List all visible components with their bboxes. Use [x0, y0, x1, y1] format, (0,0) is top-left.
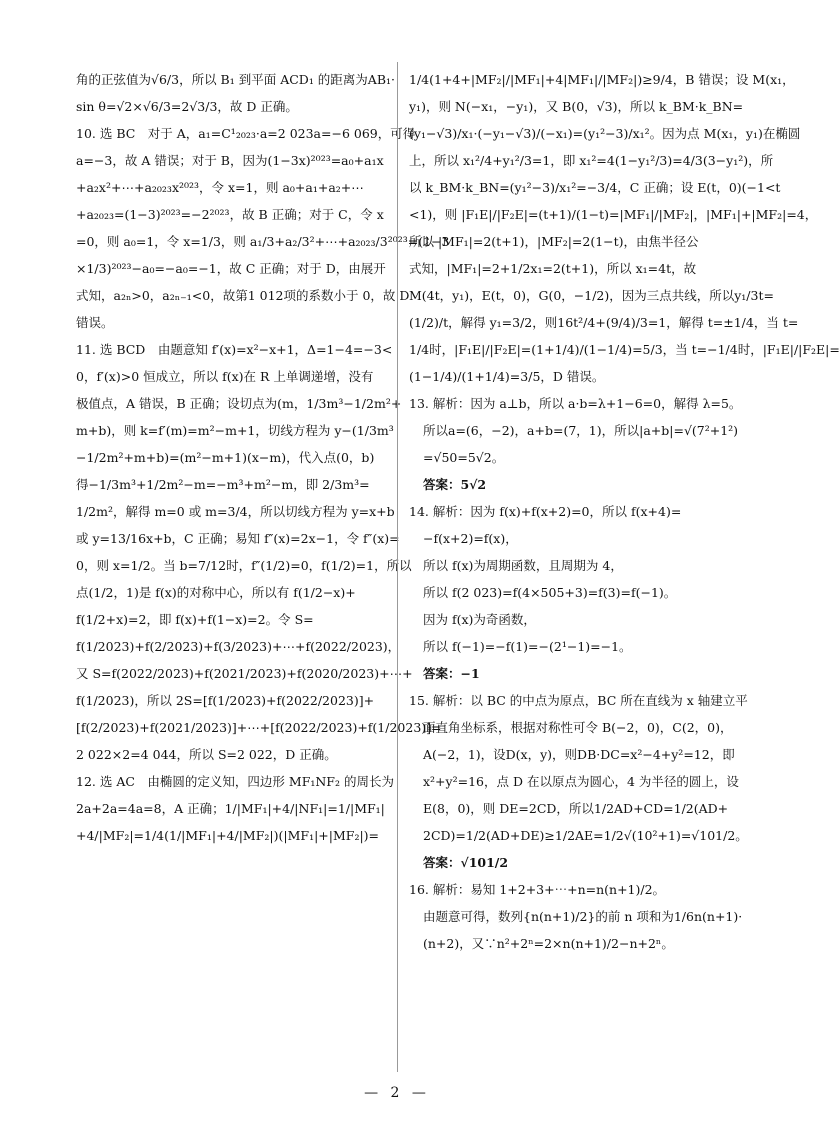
text-line: f(1/2023)，所以 2S=[f(1/2023)+f(2022/2023)]+ — [76, 693, 375, 708]
text-line: 答案：√101/2 — [423, 855, 509, 870]
text-line: 因为 f(x)为奇函数， — [423, 612, 536, 627]
text-line: 14. 解析：因为 f(x)+f(x+2)=0，所以 f(x+4)= — [409, 504, 682, 519]
text-line: [f(2/2023)+f(2021/2023)]+⋯+[f(2022/2023)+f(1/2023)]= — [76, 720, 442, 735]
page-number: — 2 — — [364, 1085, 430, 1101]
text-line: E(8，0)，则 DE=2CD，所以1/2AD+CD=1/2(AD+ — [423, 801, 729, 816]
text-line: 所以 |MF₁|=2(t+1)，|MF₂|=2(1−t)，由焦半径公 — [409, 234, 699, 249]
text-line: 11. 选 BCD 由题意知 f′(x)=x²−x+1，Δ=1−4=−3< — [76, 342, 393, 357]
text-line: 由题意可得，数列{n(n+1)/2}的前 n 项和为1/6n(n+1)· — [423, 909, 743, 924]
text-line: 得−1/3m³+1/2m²−m=−m³+m²−m，即 2/3m³= — [76, 477, 370, 492]
text-line: 以 k_BM·k_BN=(y₁²−3)/x₁²=−3/4，C 正确；设 E(t，0)(−1<t — [409, 180, 781, 195]
text-line: 所以a=(6，−2)，a+b=(7，1)，所以|a+b|=√(7²+1²) — [423, 423, 739, 438]
text-line: m+b)，则 k=f′(m)=m²−m+1，切线方程为 y−(1/3m³ — [76, 423, 394, 438]
text-line: +4/|MF₂|=1/4(1/|MF₁|+4/|MF₂|)(|MF₁|+|MF₂|)= — [76, 828, 380, 843]
text-line: 角的正弦值为√6/3，所以 B₁ 到平面 ACD₁ 的距离为AB₁· — [76, 72, 395, 87]
text-line: =0，则 a₀=1，令 x=1/3，则 a₁/3+a₂/3²+⋯+a₂₀₂₃/3²⁰²³=(1−3 — [76, 234, 450, 249]
text-line: 10. 选 BC 对于 A，a₁=C¹₂₀₂₃·a=2 023a=−6 069，可得 — [76, 126, 416, 141]
text-line: 0，f′(x)>0 恒成立，所以 f(x)在 R 上单调递增，没有 — [76, 369, 374, 384]
text-line: 16. 解析：易知 1+2+3+⋯+n=n(n+1)/2。 — [409, 882, 666, 897]
text-line: ×1/3)²⁰²³−a₀=−a₀=−1，故 C 正确；对于 D，由展开 — [76, 261, 386, 276]
text-line: f(1/2023)+f(2/2023)+f(3/2023)+⋯+f(2022/2023)， — [76, 639, 401, 654]
text-line: 式知，|MF₁|=2+1/2x₁=2(t+1)，所以 x₁=4t，故 — [409, 261, 697, 276]
text-line: x²+y²=16，点 D 在以原点为圆心，4 为半径的圆上，设 — [423, 774, 739, 789]
text-line: a=−3，故 A 错误；对于 B，因为(1−3x)²⁰²³=a₀+a₁x — [76, 153, 384, 168]
text-line: 点(1/2，1)是 f(x)的对称中心，所以有 f(1/2−x)+ — [76, 585, 356, 600]
text-line: +a₂₀₂₃=(1−3)²⁰²³=−2²⁰²³，故 B 正确；对于 C，令 x — [76, 207, 384, 222]
text-line: 式知，a₂ₙ>0，a₂ₙ₋₁<0，故第1 012项的系数小于 0，故 D — [76, 288, 410, 303]
text-line: 12. 选 AC 由椭圆的定义知，四边形 MF₁NF₂ 的周长为 — [76, 774, 394, 789]
text-line: <1)，则 |F₁E|/|F₂E|=(t+1)/(1−t)=|MF₁|/|MF₂|，|MF₁|+|MF₂|=4， — [409, 207, 818, 222]
text-line: −f(x+2)=f(x)， — [423, 531, 518, 546]
right-column — [409, 66, 840, 957]
text-line: f(1/2+x)=2，即 f(x)+f(1−x)=2。令 S= — [76, 612, 314, 627]
left-column — [76, 66, 450, 849]
text-line: 2CD)=1/2(AD+DE)≥1/2AE=1/2√(10²+1)=√101/2。 — [423, 828, 748, 843]
text-line: 15. 解析：以 BC 的中点为原点，BC 所在直线为 x 轴建立平 — [409, 693, 748, 708]
text-line: 或 y=13/16x+b，C 正确；易知 f″(x)=2x−1，令 f″(x)= — [76, 531, 400, 546]
text-line: 0，则 x=1/2。当 b=7/12时，f″(1/2)=0，f(1/2)=1，所以 — [76, 558, 412, 573]
text-line: (n+2)，又∵n²+2ⁿ=2×n(n+1)/2−n+2ⁿ。 — [423, 936, 674, 951]
text-line: 极值点，A 错误，B 正确；设切点为(m，1/3m³−1/2m²+ — [76, 396, 402, 411]
text-line: (1−1/4)/(1+1/4)=3/5，D 错误。 — [409, 369, 605, 384]
text-line: +a₂x²+⋯+a₂₀₂₃x²⁰²³，令 x=1，则 a₀+a₁+a₂+⋯ — [76, 180, 364, 195]
text-line: 13. 解析：因为 a⊥b，所以 a·b=λ+1−6=0，解得 λ=5。 — [409, 396, 742, 411]
text-line: (y₁−√3)/x₁·(−y₁−√3)/(−x₁)=(y₁²−3)/x₁²。因为点 M(x₁，y₁)在椭圆 — [409, 126, 801, 141]
text-line: 答案：5√2 — [423, 477, 487, 492]
text-line: 所以 f(x)为周期函数，且周期为 4， — [423, 558, 623, 573]
text-line: −1/2m²+m+b)=(m²−m+1)(x−m)，代入点(0，b) — [76, 450, 375, 465]
text-line: 上，所以 x₁²/4+y₁²/3=1，即 x₁²=4(1−y₁²/3)=4/3(3−y₁²)，所 — [409, 153, 774, 168]
text-line: 错误。 — [76, 315, 114, 330]
text-line: 1/2m²，解得 m=0 或 m=3/4，所以切线方程为 y=x+b — [76, 504, 395, 519]
column-divider — [397, 62, 398, 1072]
text-line: 2a+2a=4a=8，A 正确；1/|MF₁|+4/|NF₁|=1/|MF₁| — [76, 801, 385, 816]
text-line: sin θ=√2×√6/3=2√3/3，故 D 正确。 — [76, 99, 298, 114]
text-line: 面直角坐标系，根据对称性可令 B(−2，0)，C(2，0)， — [423, 720, 733, 735]
text-line: 所以 f(2 023)=f(4×505+3)=f(3)=f(−1)。 — [423, 585, 677, 600]
text-line: 又 S=f(2022/2023)+f(2021/2023)+f(2020/2023)+⋯+ — [76, 666, 413, 681]
text-line: M(4t，y₁)，E(t，0)，G(0，−1/2)，因为三点共线，所以y₁/3t= — [409, 288, 774, 303]
text-line: y₁)，则 N(−x₁，−y₁)，又 B(0，√3)，所以 k_BM·k_BN= — [409, 99, 744, 114]
text-line: (1/2)/t，解得 y₁=3/2，则16t²/4+(9/4)/3=1，解得 t=±1/4，当 t= — [409, 315, 799, 330]
text-line: 2 022×2=4 044，所以 S=2 022，D 正确。 — [76, 747, 337, 762]
text-line: A(−2，1)，设D(x，y)，则DB·DC=x²−4+y²=12，即 — [423, 747, 735, 762]
text-line: 答案：−1 — [423, 666, 480, 681]
text-line: 1/4(1+4+|MF₂|/|MF₁|+4|MF₁|/|MF₂|)≥9/4，B 错误；设 M(x₁， — [409, 72, 795, 87]
text-line: 1/4时，|F₁E|/|F₂E|=(1+1/4)/(1−1/4)=5/3，当 t=−1/4时，|F₁E|/|F₂E|= — [409, 342, 840, 357]
text-line: 所以 f(−1)=−f(1)=−(2¹−1)=−1。 — [423, 639, 632, 654]
text-line: =√50=5√2。 — [423, 450, 505, 465]
